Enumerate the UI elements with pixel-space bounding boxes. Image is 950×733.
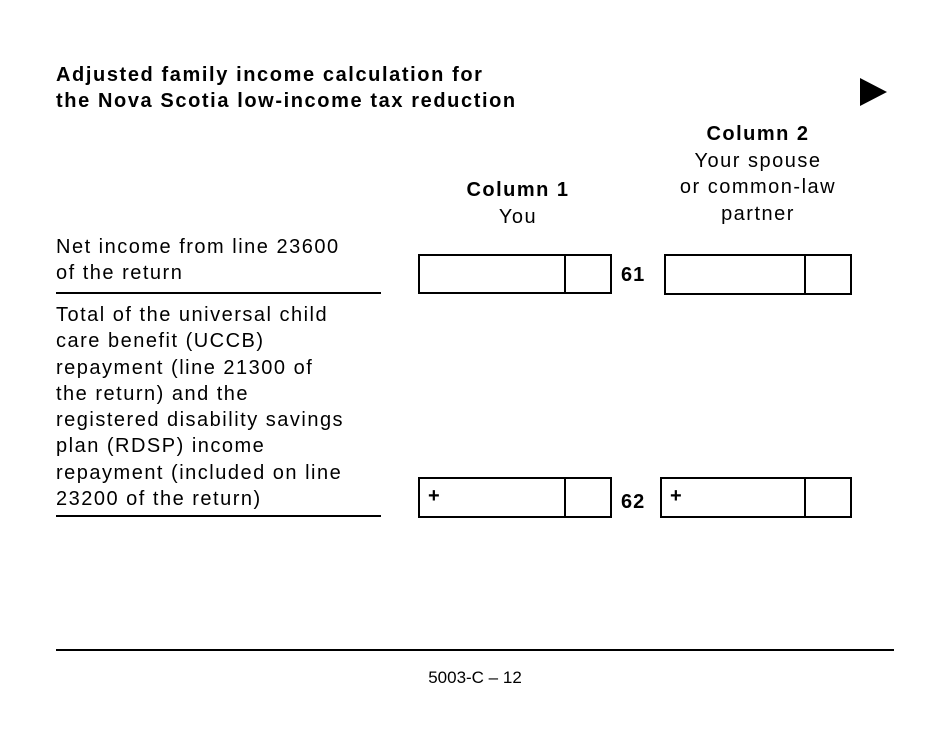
line-62-label-text-4: the return) and the <box>56 382 250 405</box>
column-2-heading: Column 2 <box>706 123 810 145</box>
line-62-column-2-cents-input[interactable] <box>804 479 850 516</box>
line-61-column-2-dollars-input[interactable] <box>666 256 804 293</box>
footer-divider <box>56 649 894 651</box>
section-title-line-1: Adjusted family income calculation for <box>56 64 484 86</box>
column-2-subheading-line-3: partner <box>721 202 795 225</box>
right-arrow-icon <box>860 78 887 106</box>
line-62-column-1-prefix: + <box>428 485 440 507</box>
column-1-heading: Column 1 <box>466 179 570 201</box>
line-61-label <box>56 234 381 287</box>
section-title <box>56 62 517 114</box>
line-62-label <box>56 302 381 512</box>
line-62-column-2-prefix: + <box>670 485 682 507</box>
line-62-column-2-field[interactable] <box>660 477 852 518</box>
line-61-column-2-field[interactable] <box>664 254 852 295</box>
line-62-column-1-field[interactable] <box>418 477 612 518</box>
line-61-label-text-1: Net income from line 23600 <box>56 236 340 258</box>
line-61-number: 61 <box>621 264 646 286</box>
column-2-subheading-line-1: Your spouse <box>694 149 822 172</box>
line-62-label-text-8: 23200 of the return) <box>56 488 262 511</box>
line-62-label-text-7: repayment (included on line <box>56 461 343 484</box>
column-1-subheading: You <box>498 205 538 228</box>
line-61-label-text-2: of the return <box>56 262 184 285</box>
line-61-column-1-cents-input[interactable] <box>564 256 610 292</box>
page-label: 5003-C – 12 <box>428 668 522 687</box>
line-62-number: 62 <box>621 491 646 513</box>
line-62-label-text-6: plan (RDSP) income <box>56 435 266 458</box>
line-62-label-text-1: Total of the universal child <box>56 304 329 326</box>
line-61-column-2-cents-input[interactable] <box>804 256 850 293</box>
line-62-label-text-5: registered disability savings <box>56 409 345 432</box>
line-61-column-1-field[interactable] <box>418 254 612 294</box>
section-title-line-2: the Nova Scotia low-income tax reduction <box>56 90 517 112</box>
line-62-label-text-3: repayment (line 21300 of <box>56 356 314 379</box>
line-62-column-2-dollars-input[interactable] <box>662 479 804 516</box>
line-62-label-text-2: care benefit (UCCB) <box>56 330 265 353</box>
column-1-header <box>418 177 618 230</box>
line-61-column-1-dollars-input[interactable] <box>420 256 564 292</box>
line-62-column-1-cents-input[interactable] <box>564 479 610 516</box>
line-61-divider <box>56 292 381 294</box>
column-2-header <box>658 121 858 227</box>
line-62-divider <box>56 515 381 517</box>
column-2-subheading-line-2: or common-law <box>679 176 837 198</box>
line-62-column-1-dollars-input[interactable] <box>420 479 564 516</box>
